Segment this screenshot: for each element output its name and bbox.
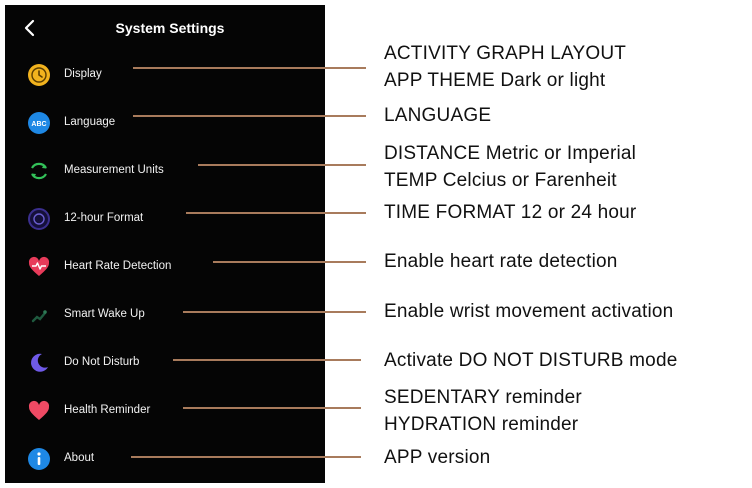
callout-line-12-hour-format — [186, 212, 366, 214]
settings-item-label: About — [64, 452, 95, 464]
callout-line-do-not-disturb — [173, 359, 361, 361]
moon-icon — [27, 351, 51, 375]
info-icon — [27, 447, 51, 471]
settings-screen — [5, 5, 325, 483]
annotation-do-not-disturb — [384, 347, 678, 374]
annotation-line: APP THEME Dark or light — [384, 70, 606, 91]
settings-item-language[interactable] — [5, 103, 325, 143]
annotation-line: DISTANCE Metric or Imperial — [384, 143, 637, 164]
annotation-line: APP version — [384, 447, 491, 468]
annotation-smart-wake-up — [384, 298, 673, 325]
settings-item-display[interactable] — [5, 55, 325, 95]
settings-item-label: Heart Rate Detection — [64, 260, 172, 272]
clock-icon — [27, 63, 51, 87]
page-title: System Settings — [115, 20, 225, 36]
wrist-wake-icon — [27, 303, 51, 327]
annotation-line: HYDRATION reminder — [384, 414, 579, 435]
settings-item-label: Do Not Disturb — [64, 356, 140, 368]
settings-item-about[interactable] — [5, 439, 325, 479]
settings-item-label: Measurement Units — [64, 164, 164, 176]
time-format-icon — [27, 207, 51, 231]
annotation-health-reminder — [384, 384, 582, 438]
language-icon — [27, 111, 51, 135]
annotation-line: Enable wrist movement activation — [384, 301, 674, 322]
annotation-language — [384, 102, 491, 129]
annotation-line: TEMP Celcius or Farenheit — [384, 170, 617, 191]
top-bar — [5, 5, 325, 51]
settings-item-label: Language — [64, 116, 116, 128]
settings-item-health-reminder[interactable] — [5, 391, 325, 431]
settings-item-label: Display — [64, 68, 102, 80]
settings-item-label: Health Reminder — [64, 404, 151, 416]
annotation-line: ACTIVITY GRAPH LAYOUT — [384, 43, 627, 64]
units-cycle-icon — [27, 159, 51, 183]
annotation-line: SEDENTARY reminder — [384, 387, 582, 408]
callout-line-about — [131, 456, 361, 458]
heart-rate-icon — [27, 255, 51, 279]
settings-item-heart-rate-detection[interactable] — [5, 247, 325, 287]
annotation-line: LANGUAGE — [384, 105, 492, 126]
settings-item-do-not-disturb[interactable] — [5, 343, 325, 383]
settings-item-label: Smart Wake Up — [64, 308, 145, 320]
heart-icon — [27, 399, 51, 423]
settings-item-measurement-units[interactable] — [5, 151, 325, 191]
annotation-line: Activate DO NOT DISTURB mode — [384, 350, 678, 371]
callout-line-measurement-units — [198, 164, 366, 166]
annotation-display — [384, 40, 626, 94]
callout-line-smart-wake-up — [183, 311, 366, 313]
settings-item-12-hour-format[interactable] — [5, 199, 325, 239]
callout-line-health-reminder — [183, 407, 361, 409]
annotation-about — [384, 444, 490, 471]
annotation-12-hour-format — [384, 199, 636, 226]
annotation-measurement-units — [384, 140, 636, 194]
annotation-line: TIME FORMAT 12 or 24 hour — [384, 202, 637, 223]
callout-line-heart-rate — [213, 261, 366, 263]
annotation-heart-rate — [384, 248, 618, 275]
callout-line-display — [133, 67, 366, 69]
callout-line-language — [133, 115, 366, 117]
settings-item-smart-wake-up[interactable] — [5, 295, 325, 335]
annotation-line: Enable heart rate detection — [384, 251, 618, 272]
settings-item-label: 12-hour Format — [64, 212, 144, 224]
svg-text:ABC: ABC — [31, 121, 47, 128]
